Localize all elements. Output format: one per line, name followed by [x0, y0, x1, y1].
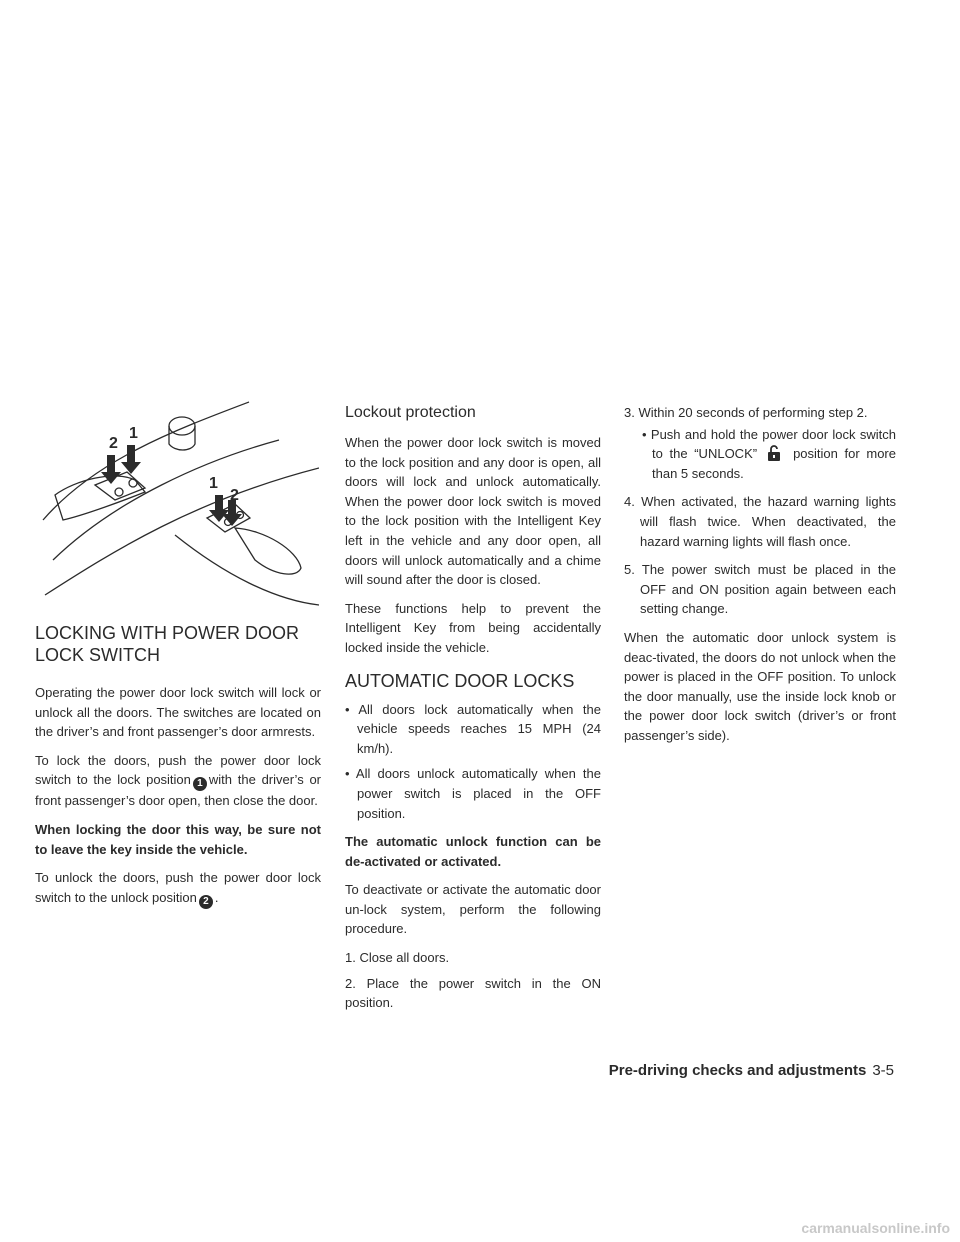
paragraph: When the power door lock switch is moved to the lock position and any door is open, all doors will lock and unlock automatically. When the power door lock switch is moved to the lock position with the Intelligent Key left in the vehicle and any door open, all doors will unlock automatically and a chime will sound after the door is closed.: [345, 435, 601, 588]
page-number: 3-5: [872, 1062, 894, 1079]
text: position for more than 5 seconds.: [652, 446, 896, 481]
step-item: 1. Close all doors.: [345, 950, 450, 966]
text: To unlock the doors, push the power door lock switch to the unlock position: [35, 870, 321, 905]
step-item: 5. The power switch must be placed in the OFF and ON position again between each setting change.: [624, 562, 896, 617]
text: .: [214, 889, 219, 905]
watermark: carmanualsonline.info: [801, 1220, 950, 1236]
column-3: [624, 403, 896, 755]
paragraph: When the automatic door unlock system is deac-tivated, the doors do not unlock when the power is placed in the OFF position. To unlock the door manually, use the inside lock knob or the power door lock switch (driver’s or front passenger’s side).: [624, 629, 896, 743]
step-item: 4. When activated, the hazard warning lights will flash twice. When deactivated, the hazard warning lights will flash once.: [624, 494, 896, 549]
section-heading-power-door-lock: LOCKING WITH POWER DOOR LOCK SWITCH: [35, 623, 300, 665]
callout-1-right: 1: [209, 475, 218, 492]
paragraph-unlock-instructions: [35, 868, 321, 909]
door-lock-switch-illustration: [35, 400, 319, 610]
callout-2-right: 2: [230, 487, 239, 504]
step-item: 3. Within 20 seconds of performing step 2.: [624, 405, 868, 420]
subheading-lockout-protection: Lockout protection: [345, 404, 476, 421]
text: To lock the doors, push the power door lock switch to the lock position: [35, 752, 321, 788]
column-2: [345, 403, 601, 1022]
column-1: [35, 683, 321, 918]
bold-note: The automatic unlock function can be de-activated or activated.: [345, 834, 601, 869]
sub-bullet-item: [624, 425, 896, 484]
section-heading-automatic-door-locks: AUTOMATIC DOOR LOCKS: [345, 670, 575, 691]
unlock-icon: [767, 445, 781, 461]
warning-note: When locking the door this way, be sure not to leave the key inside the vehicle.: [35, 821, 321, 857]
footer-section-title: Pre-driving checks and adjustments: [608, 1062, 867, 1079]
text: with the driver’s or front passenger’s door open, then close the door.: [35, 772, 322, 809]
bullet-item: • All doors lock automatically when the vehicle speeds reaches 15 MPH (24 km/h).: [345, 701, 601, 756]
step-item: 2. Place the power switch in the ON position.: [345, 975, 601, 1011]
bullet-item: • All doors unlock automatically when the power switch is placed in the OFF position.: [345, 766, 601, 821]
text: • Push and hold the power door lock switch to the “UNLOCK”: [642, 426, 896, 462]
paragraph-lock-instructions: [35, 751, 321, 811]
marker-1-icon: 1: [193, 777, 207, 791]
callout-1-left: 1: [129, 425, 138, 442]
paragraph: To deactivate or activate the automatic door un-lock system, perform the following procedure.: [345, 882, 601, 937]
paragraph: Operating the power door lock switch will lock or unlock all the doors. The switches are located on the driver’s and front passenger’s door armrests.: [35, 685, 321, 740]
paragraph: These functions help to prevent the Intelligent Key from being accidentally locked inside the vehicle.: [345, 600, 601, 655]
marker-2-icon: 2: [199, 895, 213, 909]
callout-2-left: 2: [109, 435, 118, 452]
page-footer: [609, 1061, 894, 1081]
